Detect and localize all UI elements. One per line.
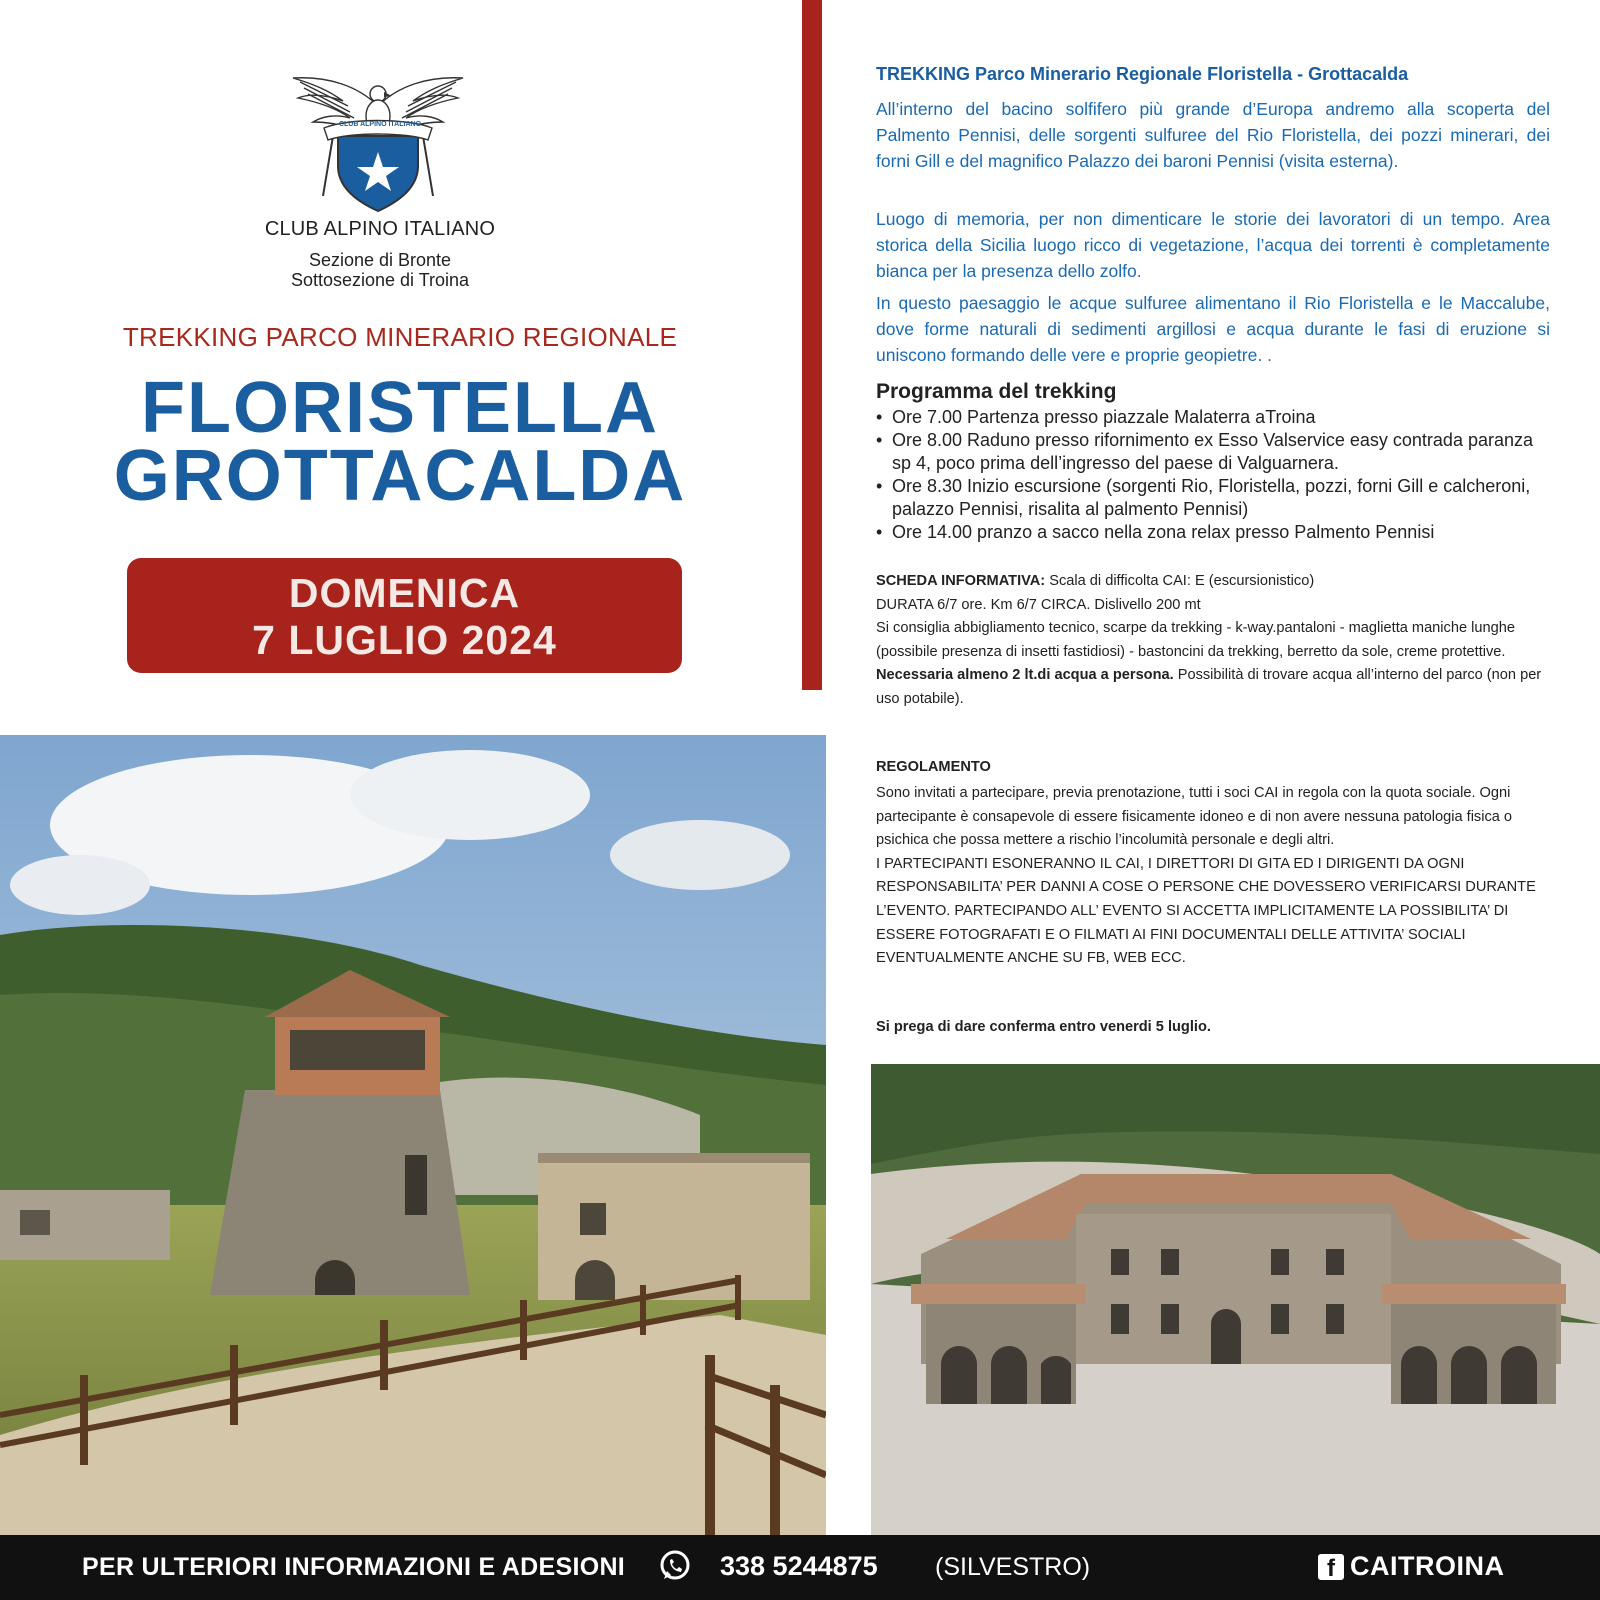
description-paragraph-2: Luogo di memoria, per non dimenticare le storie dei lavoratori di un tempo. Area storica della Sicilia luogo ricco di vegetazione, l’acqua dei torrenti è completamente bianca per la presenza dello zolfo. [876,209,1550,281]
footer-contact-name: (SILVESTRO) [935,1553,1091,1581]
footer-facebook-handle[interactable]: CAITROINA [1350,1551,1505,1581]
footer-info-text: PER ULTERIORI INFORMAZIONI E ADESIONI [82,1553,626,1581]
info-label: SCHEDA INFORMATIVA: [876,573,1046,589]
rules-title: REGOLAMENTO [876,759,991,775]
program-item: • Ore 14.00 pranzo a sacco nella zona relax presso Palmento Pennisi [876,521,1550,544]
event-subtitle: TREKKING PARCO MINERARIO REGIONALE [122,322,678,352]
footer-phone[interactable]: 338 5244875 [720,1551,878,1581]
program-item: • Ore 8.00 Raduno presso rifornimento ex Esso Valservice easy contrada paranza sp 4, poco prima dell’ingresso del paese di Valguarnera. [876,429,1550,475]
info-sheet [876,570,1550,712]
confirm-deadline: Si prega di dare conferma entro venerdi 5 luglio. [876,1019,1211,1035]
kiln-tower-photo [0,735,826,1535]
program-title: Programma del trekking [876,380,1117,403]
description-paragraph-1: All’interno del bacino solfifero più grande d’Europa andremo alla scoperta del Palmento Pennisi, delle sorgenti sulfuree del Rio Floristella, dei pozzi minerari, dei forni Gill e del magnifico Palazzo dei baroni Pennisi (visita esterna). [876,99,1550,171]
rules-paragraph-1: Sono invitati a partecipare, previa prenotazione, tutti i soci CAI in regola con la quota sociale. Ogni partecipante è consapevole di essere fisicamente idoneo e di non avere nessuna patologia fisica o psichica che possa mettere a rischio l’incolumità personale e degli altri. [876,785,1513,849]
info-difficulty: Scala di difficolta CAI: E (escursionistico) [1045,573,1315,589]
program-item: • Ore 7.00 Partenza presso piazzale Malaterra aTroina [876,406,1550,429]
program-list [876,406,1550,544]
date-weekday: DOMENICA [288,570,521,616]
headline-line-1: FLORISTELLA [141,368,659,448]
program-item: • Ore 8.30 Inizio escursione (sorgenti Rio, Floristella, pozzi, forni Gill e calcheroni, palazzo Pennisi, risalita al palmento Pennisi) [876,475,1550,521]
logo-ribbon-text: CLUB ALPINO ITALIANO [338,121,422,128]
info-duration: DURATA 6/7 ore. Km 6/7 CIRCA. Dislivello 200 mt [876,596,1201,613]
info-water-required: Necessaria almeno 2 lt.di acqua a persona. [876,667,1174,684]
section-name: Sezione di Bronte [308,250,452,270]
cai-logo [288,66,468,216]
info-water-note: Possibilità di trovare acqua all’interno del parco (non per uso potabile). [876,667,1542,707]
date-full: 7 LUGLIO 2024 [252,617,557,663]
headline-line-2: GROTTACALDA [113,436,687,516]
rules-text [876,782,1550,971]
rules-paragraph-2: I PARTECIPANTI ESONERANNO IL CAI, I DIRETTORI DI GITA ED I DIRIGENTI DA OGNI RESPONSABILITA’ PER DANNI A COSE O PERSONE CHE DOVESSERO VERIFICARSI DURANTE L’EVENTO. PARTECIPANDO ALL’ EVENTO SI ACCETTA IMPLICITAMENTE LA POSSIBILITA’ DI ESSERE FOTOGRAFATI E O FILMATI AI FINI DOCUMENTALI DELLE ATTIVITA’ SOCIALI EVENTUALMENTE ANCHE SU FB, WEB ECC. [876,855,1536,967]
info-difficulty-line [876,570,1550,594]
intro-title: TREKKING Parco Minerario Regionale Floristella - Grottacalda [876,64,1409,84]
org-name: CLUB ALPINO ITALIANO [264,218,496,240]
subsection-name: Sottosezione di Troina [290,270,470,290]
description-paragraph-3: In questo paesaggio le acque sulfuree alimentano il Rio Floristella e le Maccalube, dove forme naturali di sedimenti argillosi e acqua durante le fasi di eruzione si uniscono formando delle vere e proprie geopietre. . [876,293,1550,365]
info-gear: Si consiglia abbigliamento tecnico, scarpe da trekking - k-way.pantaloni - maglietta maniche lunghe (possibile presenza di insetti fastidiosi) - bastoncini da trekking, berretto da sole, creme protettive. [876,620,1515,660]
whatsapp-icon [658,1549,692,1583]
info-water-line [876,664,1550,711]
palazzo-pennisi-photo [871,1064,1600,1535]
footer-bar [0,1535,1600,1600]
event-date-badge [127,558,682,673]
divider-bar [802,0,822,690]
facebook-icon: f [1318,1554,1344,1580]
